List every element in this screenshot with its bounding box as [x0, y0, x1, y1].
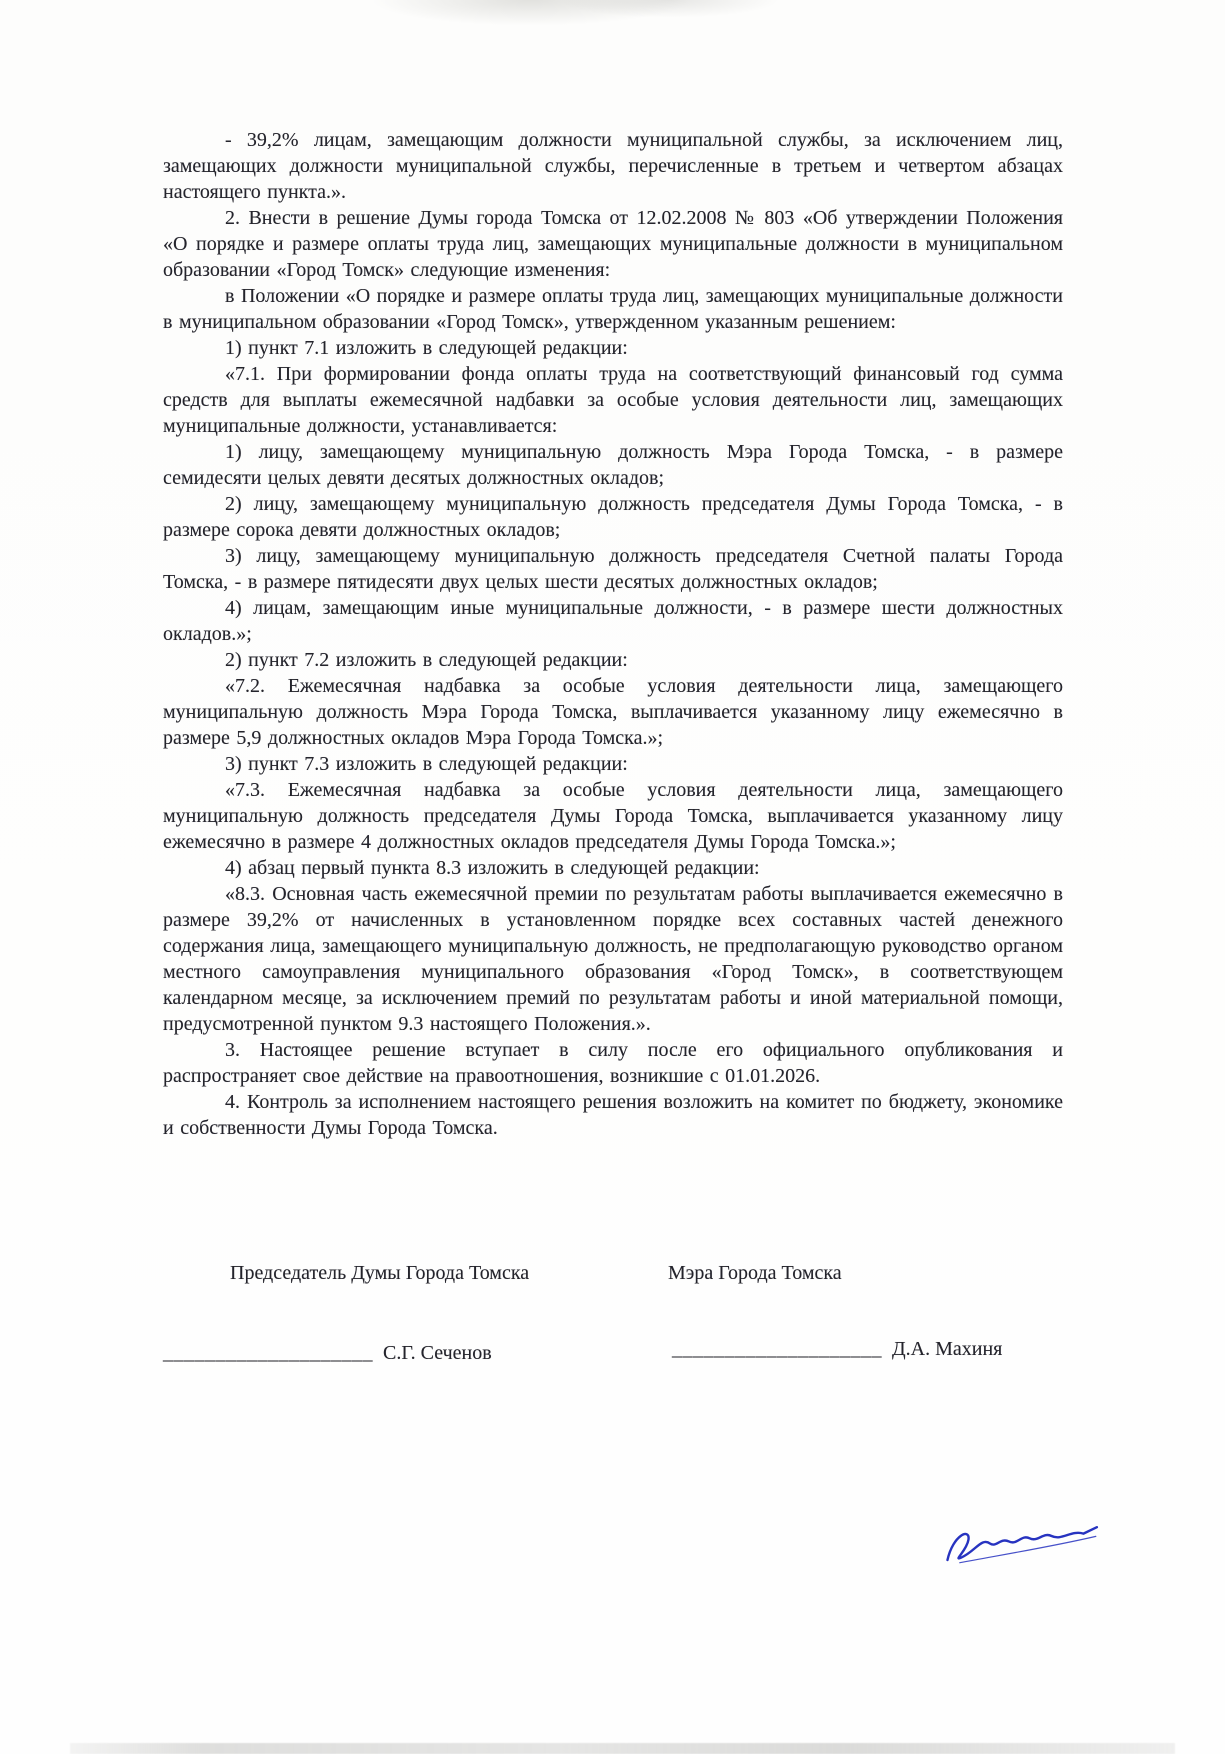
paragraph: 2) лицу, замещающему муниципальную должность председателя Думы Города Томска, - в размере сорока девяти должностных окладов; [163, 493, 1063, 541]
paragraph: 4) лицам, замещающим иные муниципальные должности, - в размере шести должностных окладов.»; [163, 597, 1063, 645]
right-signature-line: ____________________ [672, 1338, 882, 1360]
paragraph: 1) пункт 7.1 изложить в следующей редакции: [225, 337, 628, 359]
left-signatory-name: С.Г. Сеченов [383, 1342, 492, 1364]
paragraph: - 39,2% лицам, замещающим должности муниципальной службы, за исключением лиц, замещающих должности муниципальной службы, перечисленные в третьем и четвертом абзацах настоящего пункта.». [163, 129, 1063, 203]
paragraph: «7.1. При формировании фонда оплаты труда на соответствующий финансовый год сумма средств для выплаты ежемесячной надбавки за особые условия деятельности лиц, замещающих муниципальные должности, устанавливается: [163, 363, 1063, 437]
handwritten-signature-ink [936, 1507, 1111, 1576]
right-signature-row [672, 1338, 1002, 1361]
paragraph: «8.3. Основная часть ежемесячной премии по результатам работы выплачивается ежемесячно в размере 39,2% от начисленных в установленном порядке всех составных частей денежного содержания лица, замещающего муниципальную должность, не предполагающую руководство органом местного самоуправления муниципального образования «Город Томск», в соответствующем календарном месяце, за исключением премий по результатам работы и иной материальной помощи, предусмотренной пунктом 9.3 настоящего Положения.». [163, 883, 1063, 1035]
paragraph: 3) лицу, замещающему муниципальную должность председателя Счетной палаты Города Томска, - в размере пятидесяти двух целых шести десятых должностных окладов; [163, 545, 1063, 593]
right-signatory-title: Мэра Города Томска [668, 1262, 842, 1284]
paragraph: 3. Настоящее решение вступает в силу после его официального опубликования и распространяет свое действие на правоотношения, возникшие с 01.01.2026. [163, 1039, 1063, 1087]
left-signatory-title: Председатель Думы Города Томска [230, 1262, 530, 1284]
left-signature-row [163, 1342, 492, 1365]
paragraph: «7.2. Ежемесячная надбавка за особые условия деятельности лица, замещающего муниципальную должность Мэра Города Томска, выплачивается указанному лицу ежемесячно в размере 5,9 должностных окладов Мэра Города Томска.»; [163, 675, 1063, 749]
paragraph: 2) пункт 7.2 изложить в следующей редакции: [225, 649, 628, 671]
scan-artifact-band [70, 1743, 1175, 1754]
paragraph: в Положении «О порядке и размере оплаты труда лиц, замещающих муниципальные должности в муниципальном образовании «Город Томск», утвержденном указанным решением: [163, 285, 1063, 333]
paragraph: «7.3. Ежемесячная надбавка за особые условия деятельности лица, замещающего муниципальную должность председателя Думы Города Томска, выплачивается указанному лицу ежемесячно в размере 4 должностных окладов председателя Думы Города Томска.»; [163, 779, 1063, 853]
left-signature-line: ____________________ [163, 1342, 373, 1364]
paragraph: 2. Внести в решение Думы города Томска от 12.02.2008 № 803 «Об утверждении Положения «О порядке и размере оплаты труда лиц, замещающих муниципальные должности в муниципальном образовании «Город Томск» следующие изменения: [163, 207, 1063, 281]
scan-smudge [560, 0, 780, 18]
document-paragraphs [163, 127, 1063, 1141]
right-signatory-name: Д.А. Махиня [892, 1338, 1003, 1360]
scan-smudge [370, 0, 690, 26]
paragraph: 3) пункт 7.3 изложить в следующей редакции: [225, 753, 628, 775]
paragraph: 4) абзац первый пункта 8.3 изложить в следующей редакции: [225, 857, 760, 879]
paragraph: 1) лицу, замещающему муниципальную должность Мэра Города Томска, - в размере семидесяти целых девяти десятых должностных окладов; [163, 441, 1063, 489]
paragraph: 4. Контроль за исполнением настоящего решения возложить на комитет по бюджету, экономике и собственности Думы Города Томска. [163, 1091, 1063, 1139]
